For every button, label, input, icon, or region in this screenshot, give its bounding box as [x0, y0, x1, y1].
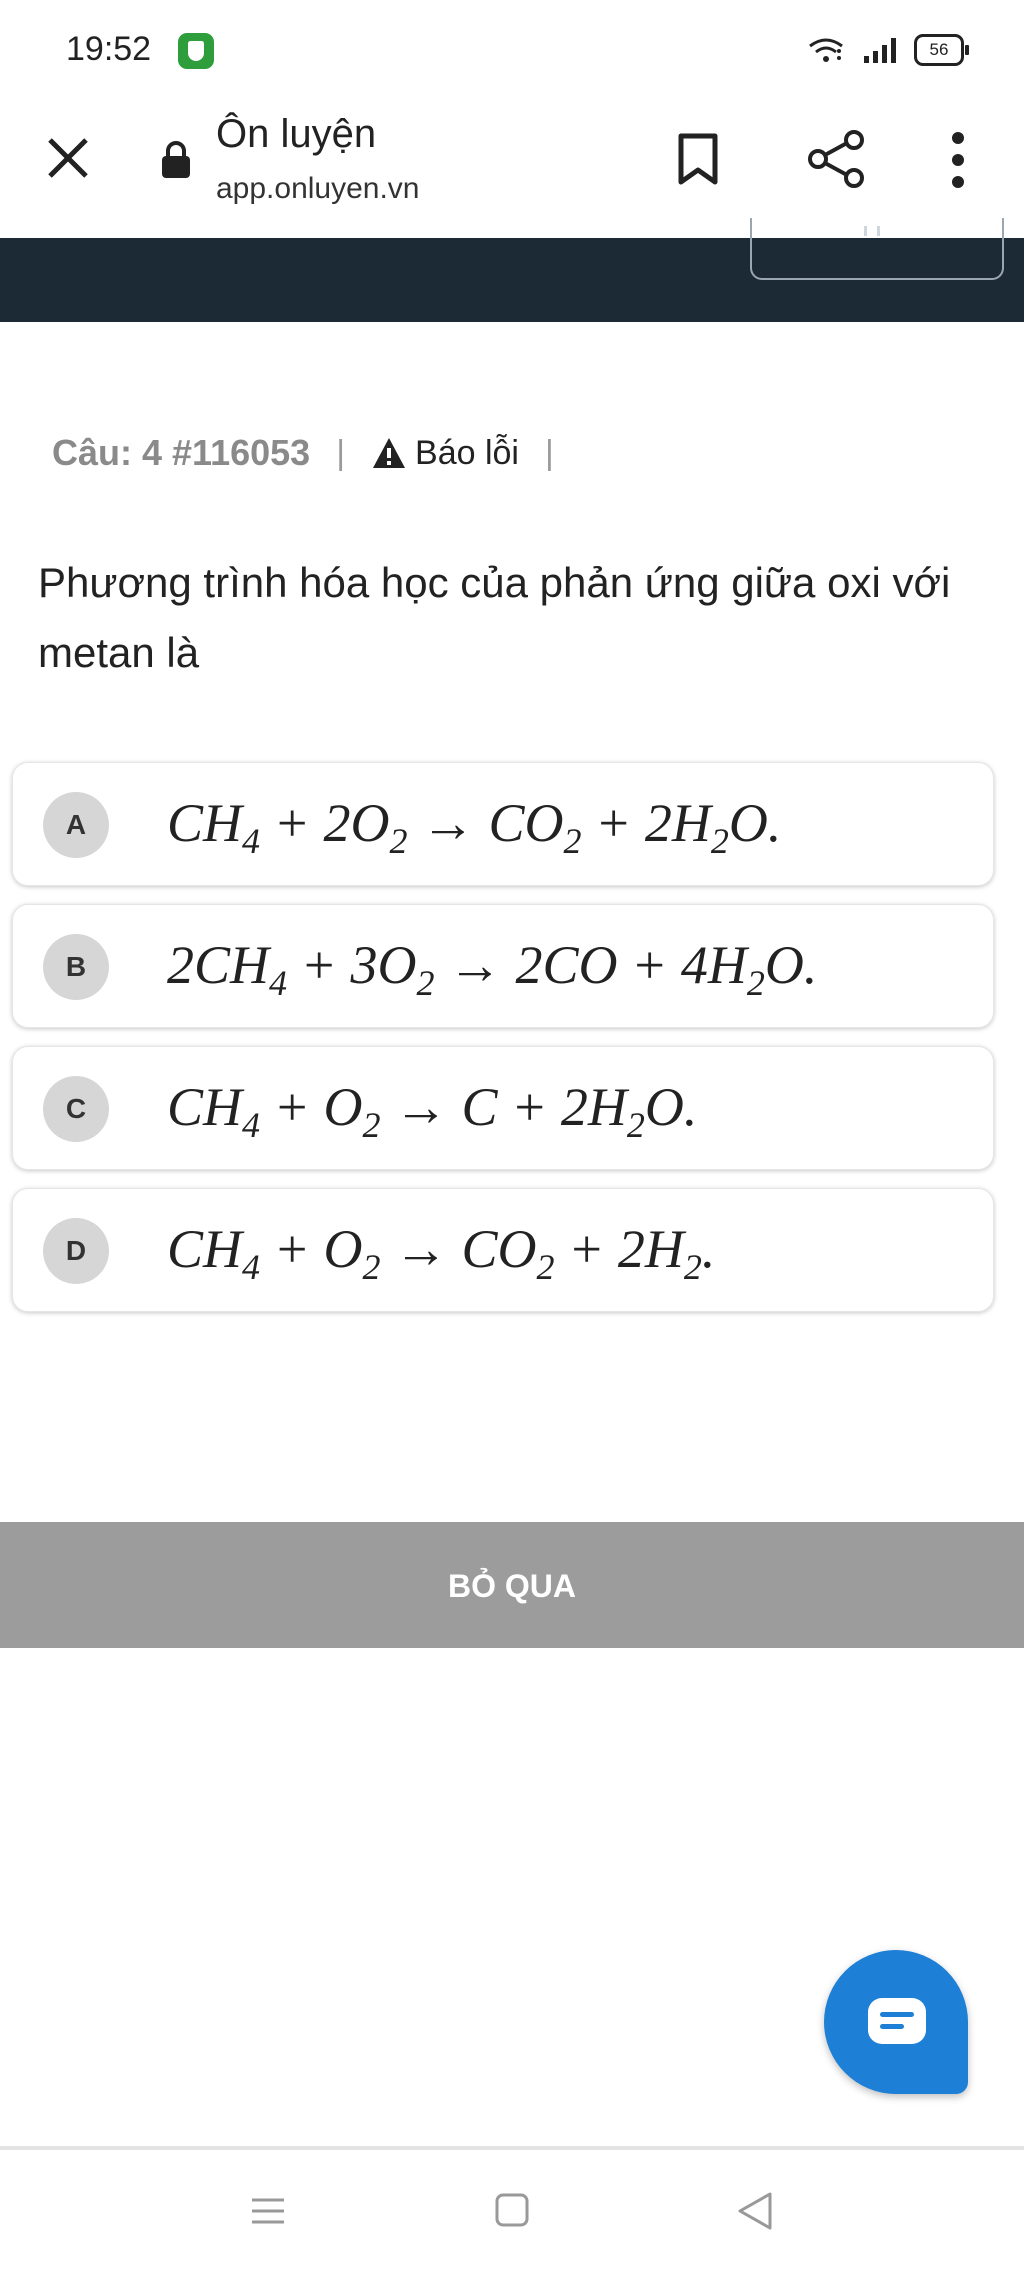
more-vert-icon[interactable] — [944, 130, 972, 190]
answer-letter: A — [43, 792, 109, 858]
status-indicators — [806, 34, 964, 66]
meta-separator: | — [545, 433, 554, 472]
answer-formula: $CH_4 + O_2 \to C + 2H_2O$. — [167, 1077, 698, 1145]
report-error-link[interactable]: Báo lỗi — [415, 433, 519, 472]
site-header — [0, 238, 1024, 322]
answer-formula: $CH_4 + 2O_2 \to CO_2 + 2H_2O$. — [167, 793, 782, 861]
wifi-icon — [806, 36, 846, 64]
warning-icon[interactable] — [371, 436, 407, 470]
back-icon[interactable] — [736, 2190, 774, 2232]
answer-letter: D — [43, 1218, 109, 1284]
answer-letter: B — [43, 934, 109, 1000]
question-text: Phương trình hóa học của phản ứng giữa oxi với metan là — [38, 559, 951, 676]
status-time: 19:52 — [66, 30, 152, 68]
battery-icon: 56 — [914, 34, 964, 66]
menu-icon[interactable] — [250, 2196, 286, 2226]
close-icon[interactable] — [44, 134, 92, 182]
share-icon[interactable] — [806, 128, 868, 190]
lock-icon — [160, 140, 192, 180]
question-number: Câu: 4 #116053 — [52, 432, 311, 473]
bookmark-icon[interactable] — [676, 132, 720, 186]
answer-option-c[interactable] — [12, 1046, 994, 1170]
answer-option-b[interactable] — [12, 904, 994, 1028]
security-shield-icon — [178, 33, 214, 69]
home-icon[interactable] — [494, 2192, 530, 2228]
page-url[interactable]: app.onluyen.vn — [216, 172, 420, 205]
question-meta — [52, 432, 580, 474]
signal-icon — [860, 36, 900, 64]
answer-option-d[interactable] — [12, 1188, 994, 1312]
chat-button[interactable] — [824, 1950, 968, 2094]
skip-button[interactable]: BỎ QUA — [0, 1522, 1024, 1648]
meta-separator: | — [336, 433, 346, 472]
page-title: Ôn luyện — [216, 112, 377, 156]
status-bar — [0, 0, 1024, 100]
header-button[interactable] — [750, 218, 1004, 280]
answer-formula: $CH_4 + O_2 \to CO_2 + 2H_2$. — [167, 1219, 716, 1287]
answer-formula: $2CH_4 + 3O_2 \to 2CO + 4H_2O$. — [167, 935, 818, 1003]
chat-icon — [866, 1996, 928, 2046]
answer-option-a[interactable] — [12, 762, 994, 886]
answer-letter: C — [43, 1076, 109, 1142]
